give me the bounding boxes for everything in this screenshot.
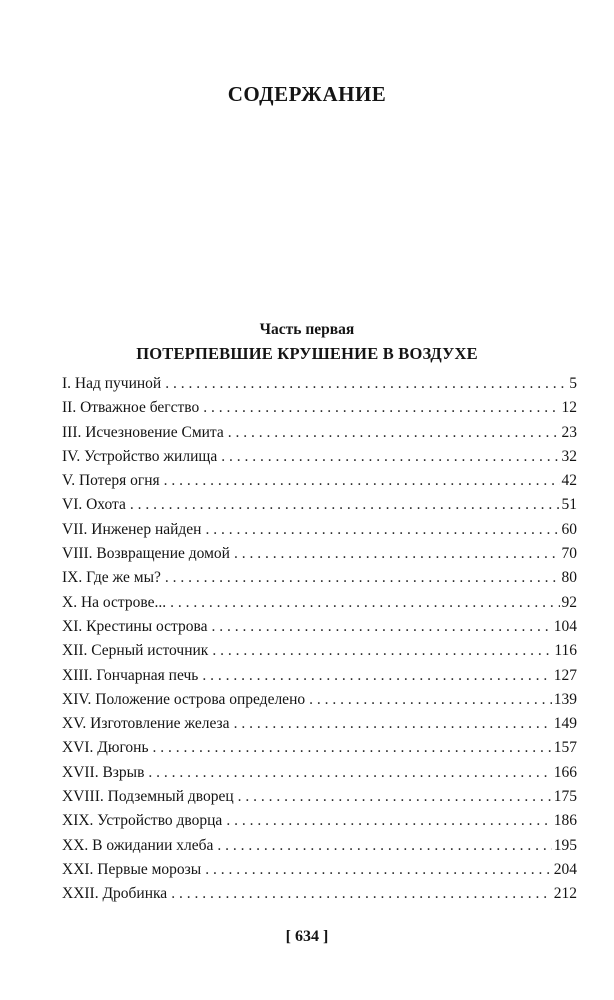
toc-entry-title: XX. В ожидании хлеба <box>62 836 214 854</box>
toc-entry-page: 195 <box>553 836 577 854</box>
toc-entry-title: XII. Серный источник <box>62 642 209 660</box>
toc-entry <box>62 834 577 858</box>
dot-leader <box>211 615 551 639</box>
toc-entry-title: VII. Инженер найден <box>62 520 202 538</box>
toc-entry-title: XIX. Устройство дворца <box>62 812 223 830</box>
dot-leader <box>148 761 551 785</box>
toc-entry-title: II. Отважное бегство <box>62 399 200 417</box>
toc-entry <box>62 858 577 882</box>
toc-entry-page: 23 <box>561 423 577 441</box>
toc-entry-page: 127 <box>553 666 577 684</box>
dot-leader <box>171 882 552 906</box>
toc-entry <box>62 712 577 736</box>
toc-entry <box>62 493 577 517</box>
toc-entry <box>62 736 577 760</box>
dot-leader <box>234 542 560 566</box>
dot-leader <box>202 664 551 688</box>
toc-entry-title: XVIII. Подземный дворец <box>62 788 234 806</box>
toc-entry-page: 175 <box>553 788 577 806</box>
toc-entry-title: XXI. Первые морозы <box>62 860 202 878</box>
toc-entry-page: 157 <box>553 739 577 757</box>
page-number: [ 634 ] <box>285 928 329 945</box>
toc-entry-page: 104 <box>553 617 577 635</box>
toc-entry-title: XI. Крестины острова <box>62 617 208 635</box>
dot-leader <box>165 566 560 590</box>
toc-entry-title: IX. Где же мы? <box>62 569 161 587</box>
dot-leader <box>205 858 552 882</box>
toc-entry-page: 70 <box>561 545 577 563</box>
toc-entry <box>62 785 577 809</box>
dot-leader <box>309 688 552 712</box>
toc-entry-page: 5 <box>569 375 577 392</box>
toc-entry <box>62 761 577 785</box>
toc-entry-title: XVI. Дюгонь <box>62 739 149 757</box>
toc-entry <box>62 469 577 493</box>
toc-entry <box>62 518 577 542</box>
toc-entry-page: 204 <box>553 860 577 878</box>
toc-entry-title: III. Исчезновение Смита <box>62 423 224 441</box>
dot-leader <box>212 639 552 663</box>
toc-entry-page: 51 <box>561 496 577 514</box>
toc-entry-page: 60 <box>561 520 577 538</box>
dot-leader <box>238 785 552 809</box>
dot-leader <box>164 469 560 493</box>
toc-entry-page: 116 <box>554 642 577 660</box>
toc-entry <box>62 421 577 445</box>
toc-entry <box>62 664 577 688</box>
toc-entry <box>62 566 577 590</box>
dot-leader <box>217 834 551 858</box>
toc-entry <box>62 591 577 615</box>
toc-entry-title: VIII. Возвращение домой <box>62 545 230 563</box>
toc-entry-title: XV. Изготовление железа <box>62 715 230 733</box>
toc-entry-page: 139 <box>553 690 577 708</box>
toc-entry-title: XXII. Дробинка <box>62 885 168 903</box>
part-title: ПОТЕРПЕВШИЕ КРУШЕНИЕ В ВОЗДУХЕ <box>136 344 478 363</box>
dot-leader <box>203 396 559 420</box>
toc-entry <box>62 882 577 906</box>
toc-entry-title: V. Потеря огня <box>62 472 160 490</box>
dot-leader <box>221 445 559 469</box>
toc-entry-page: 80 <box>561 569 577 587</box>
toc-entry-page: 12 <box>561 399 577 417</box>
toc-entry <box>62 445 577 469</box>
toc-entry-page: 166 <box>553 763 577 781</box>
toc-entry-title: XIV. Положение острова определено <box>62 690 306 708</box>
dot-leader <box>234 712 552 736</box>
part-label: Часть первая <box>259 321 355 338</box>
toc-entry <box>62 542 577 566</box>
toc-entry <box>62 688 577 712</box>
dot-leader <box>205 518 559 542</box>
dot-leader <box>226 809 551 833</box>
table-of-contents <box>62 372 577 907</box>
toc-entry-page: 149 <box>553 715 577 733</box>
toc-entry-title: X. На острове... <box>62 593 167 611</box>
page-title: СОДЕРЖАНИЕ <box>227 82 387 106</box>
dot-leader <box>165 372 565 396</box>
toc-entry <box>62 615 577 639</box>
toc-entry-title: IV. Устройство жилища <box>62 447 218 465</box>
toc-entry-page: 92 <box>561 593 577 611</box>
dot-leader <box>153 736 552 760</box>
dot-leader <box>228 421 560 445</box>
toc-entry-title: XVII. Взрыв <box>62 763 145 781</box>
toc-entry <box>62 809 577 833</box>
toc-entry-title: VI. Охота <box>62 496 126 514</box>
toc-entry-page: 212 <box>553 885 577 903</box>
toc-entry-page: 32 <box>561 447 577 465</box>
toc-entry-page: 186 <box>553 812 577 830</box>
toc-entry <box>62 396 577 420</box>
dot-leader <box>130 493 560 517</box>
toc-entry <box>62 372 577 396</box>
toc-entry-title: I. Над пучиной <box>62 375 162 392</box>
toc-entry-title: XIII. Гончарная печь <box>62 666 199 684</box>
toc-entry <box>62 639 577 663</box>
toc-entry-page: 42 <box>561 472 577 490</box>
dot-leader <box>170 591 559 615</box>
